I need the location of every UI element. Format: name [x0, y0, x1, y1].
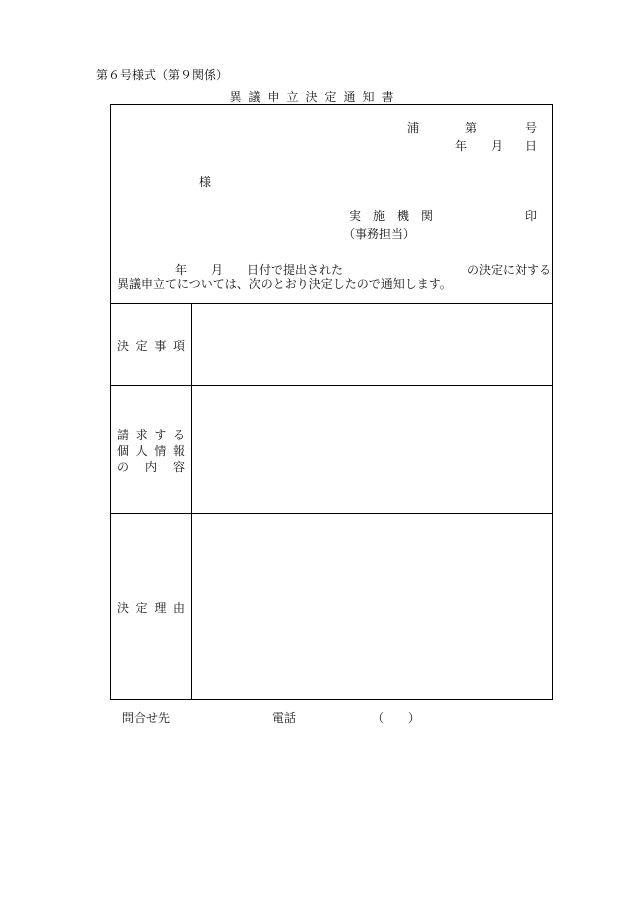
office-in-charge: （事務担当）	[343, 227, 416, 241]
row-label-requested-info	[111, 427, 191, 475]
row-label-decision-reason	[111, 600, 191, 616]
decision-matter-field	[192, 304, 552, 384]
label-char: 人	[135, 444, 148, 458]
ref-prefix: 浦	[407, 121, 420, 135]
label-char: 個	[117, 444, 130, 458]
seal-mark: 印	[525, 209, 538, 223]
requested-info-field	[192, 386, 552, 512]
label-char: 決	[117, 339, 130, 353]
label-char: 内	[144, 460, 157, 474]
label-char: 請	[117, 428, 130, 442]
phone-open-paren: （	[372, 711, 385, 725]
notice-form-frame	[110, 104, 553, 700]
phone-close-paren: ）	[408, 711, 421, 725]
label-char: る	[172, 428, 185, 442]
label-char: 定	[135, 339, 148, 353]
label-char: 事	[154, 339, 167, 353]
decision-reason-field	[192, 514, 552, 699]
label-char: 情	[154, 444, 167, 458]
label-char: す	[154, 428, 167, 442]
label-char: 容	[172, 460, 185, 474]
label-char: の	[117, 460, 130, 474]
ref-go: 号	[525, 121, 538, 135]
decision-against-text: の決定に対する	[467, 263, 552, 277]
phone-label: 電話	[272, 711, 297, 725]
document-title: 異議申立決定通知書	[229, 90, 401, 104]
form-number-label: 第６号様式（第９関係）	[96, 68, 229, 82]
contact-label: 問合せ先	[122, 711, 171, 725]
agency-char-3: 機	[397, 209, 410, 223]
ref-dai: 第	[465, 121, 478, 135]
agency-char-1: 実	[349, 209, 362, 223]
submitted-year: 年	[175, 263, 188, 277]
date-day: 日	[525, 139, 538, 153]
row-label-decision-matter	[111, 338, 191, 354]
label-char: 項	[172, 339, 185, 353]
recipient-sama: 様	[199, 175, 212, 189]
notice-sentence: 異議申立てについては、次のとおり決定したので通知します。	[117, 277, 452, 291]
label-char: 求	[135, 428, 148, 442]
label-char: 定	[135, 601, 148, 615]
label-char: 理	[154, 601, 167, 615]
submitted-month: 月	[211, 263, 224, 277]
date-month: 月	[491, 139, 504, 153]
submitted-day-text: 日付で提出された	[247, 263, 344, 277]
date-year: 年	[455, 139, 468, 153]
agency-char-2: 施	[373, 209, 386, 223]
label-char: 由	[172, 601, 185, 615]
label-char: 決	[117, 601, 130, 615]
label-char: 報	[172, 444, 185, 458]
agency-char-4: 関	[421, 209, 434, 223]
